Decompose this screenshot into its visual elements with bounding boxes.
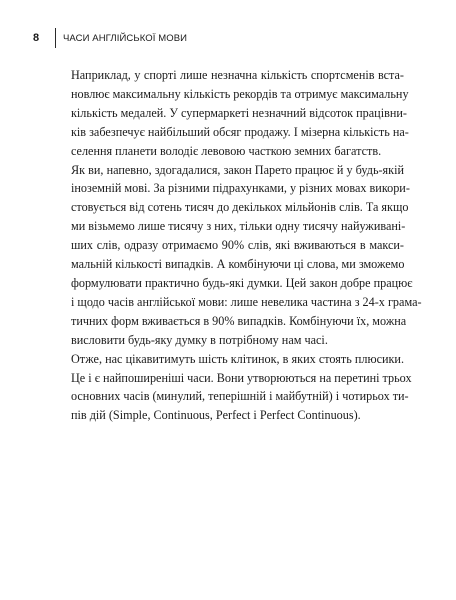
paragraph: [71, 161, 422, 350]
text-line: стовується від сотень тисяч до декількох мільйонів слів. Та якщо: [71, 200, 409, 215]
text-line: основних часів (минулий, теперішній і майбутній) і чотирьох ти-: [71, 389, 409, 404]
header-divider: [55, 28, 56, 48]
text-line: висловити будь-яку думку в потрібному нам часі.: [71, 332, 328, 347]
text-line: іноземній мові. За різними підрахунками, у різних мовах викори-: [71, 181, 410, 196]
text-line: формулювати практично будь-які думки. Цей закон добре працює: [71, 275, 413, 290]
text-line: тичних форм вживається в 90% випадків. Комбінуючи їх, можна: [71, 313, 407, 328]
text-line: новлює максимальну кількість рекордів та отримує максимальну: [71, 86, 409, 101]
text-line: ків забезпечує найбільший обсяг продажу. І мізерна кількість на-: [71, 124, 409, 139]
running-title: ЧАСИ АНГЛІЙСЬКОЇ МОВИ: [63, 32, 188, 44]
text-line: ших слів, одразу отримаємо 90% слів, які вживаються в макси-: [71, 238, 404, 253]
paragraph: [71, 66, 409, 161]
text-line: Як ви, напевно, здогадалися, закон Парето працює й у будь-якій: [71, 162, 404, 177]
body-text: [71, 66, 422, 425]
text-line: Наприклад, у спорті лише незначна кількість спортсменів вста-: [71, 68, 404, 82]
paragraph: [71, 350, 412, 426]
text-line: кількість медалей. У супермаркеті незначний відсоток працівни-: [71, 105, 407, 120]
text-line: Це і є найпоширеніші часи. Вони утворюються на перетині трьох: [71, 370, 412, 385]
text-line: мальній кількості випадків. А комбінуючи ці слова, ми зможемо: [71, 257, 405, 272]
text-line: ми візьмемо лише тисячу з них, тільки одну тисячу найуживані-: [71, 219, 406, 234]
running-header: [33, 27, 187, 49]
page-number: 8: [33, 32, 40, 44]
text-line: селення планети володіє левовою часткою земних багатств.: [71, 143, 382, 158]
text-line: пів дій (Simple, Continuous, Perfect і Perfect Continuous).: [71, 408, 361, 423]
text-line: Отже, нас цікавитимуть шість клітинок, в яких стоять плюсики.: [71, 351, 404, 366]
text-line: і щодо часів англійської мови: лише невелика частина з 24-х грама-: [71, 294, 422, 309]
